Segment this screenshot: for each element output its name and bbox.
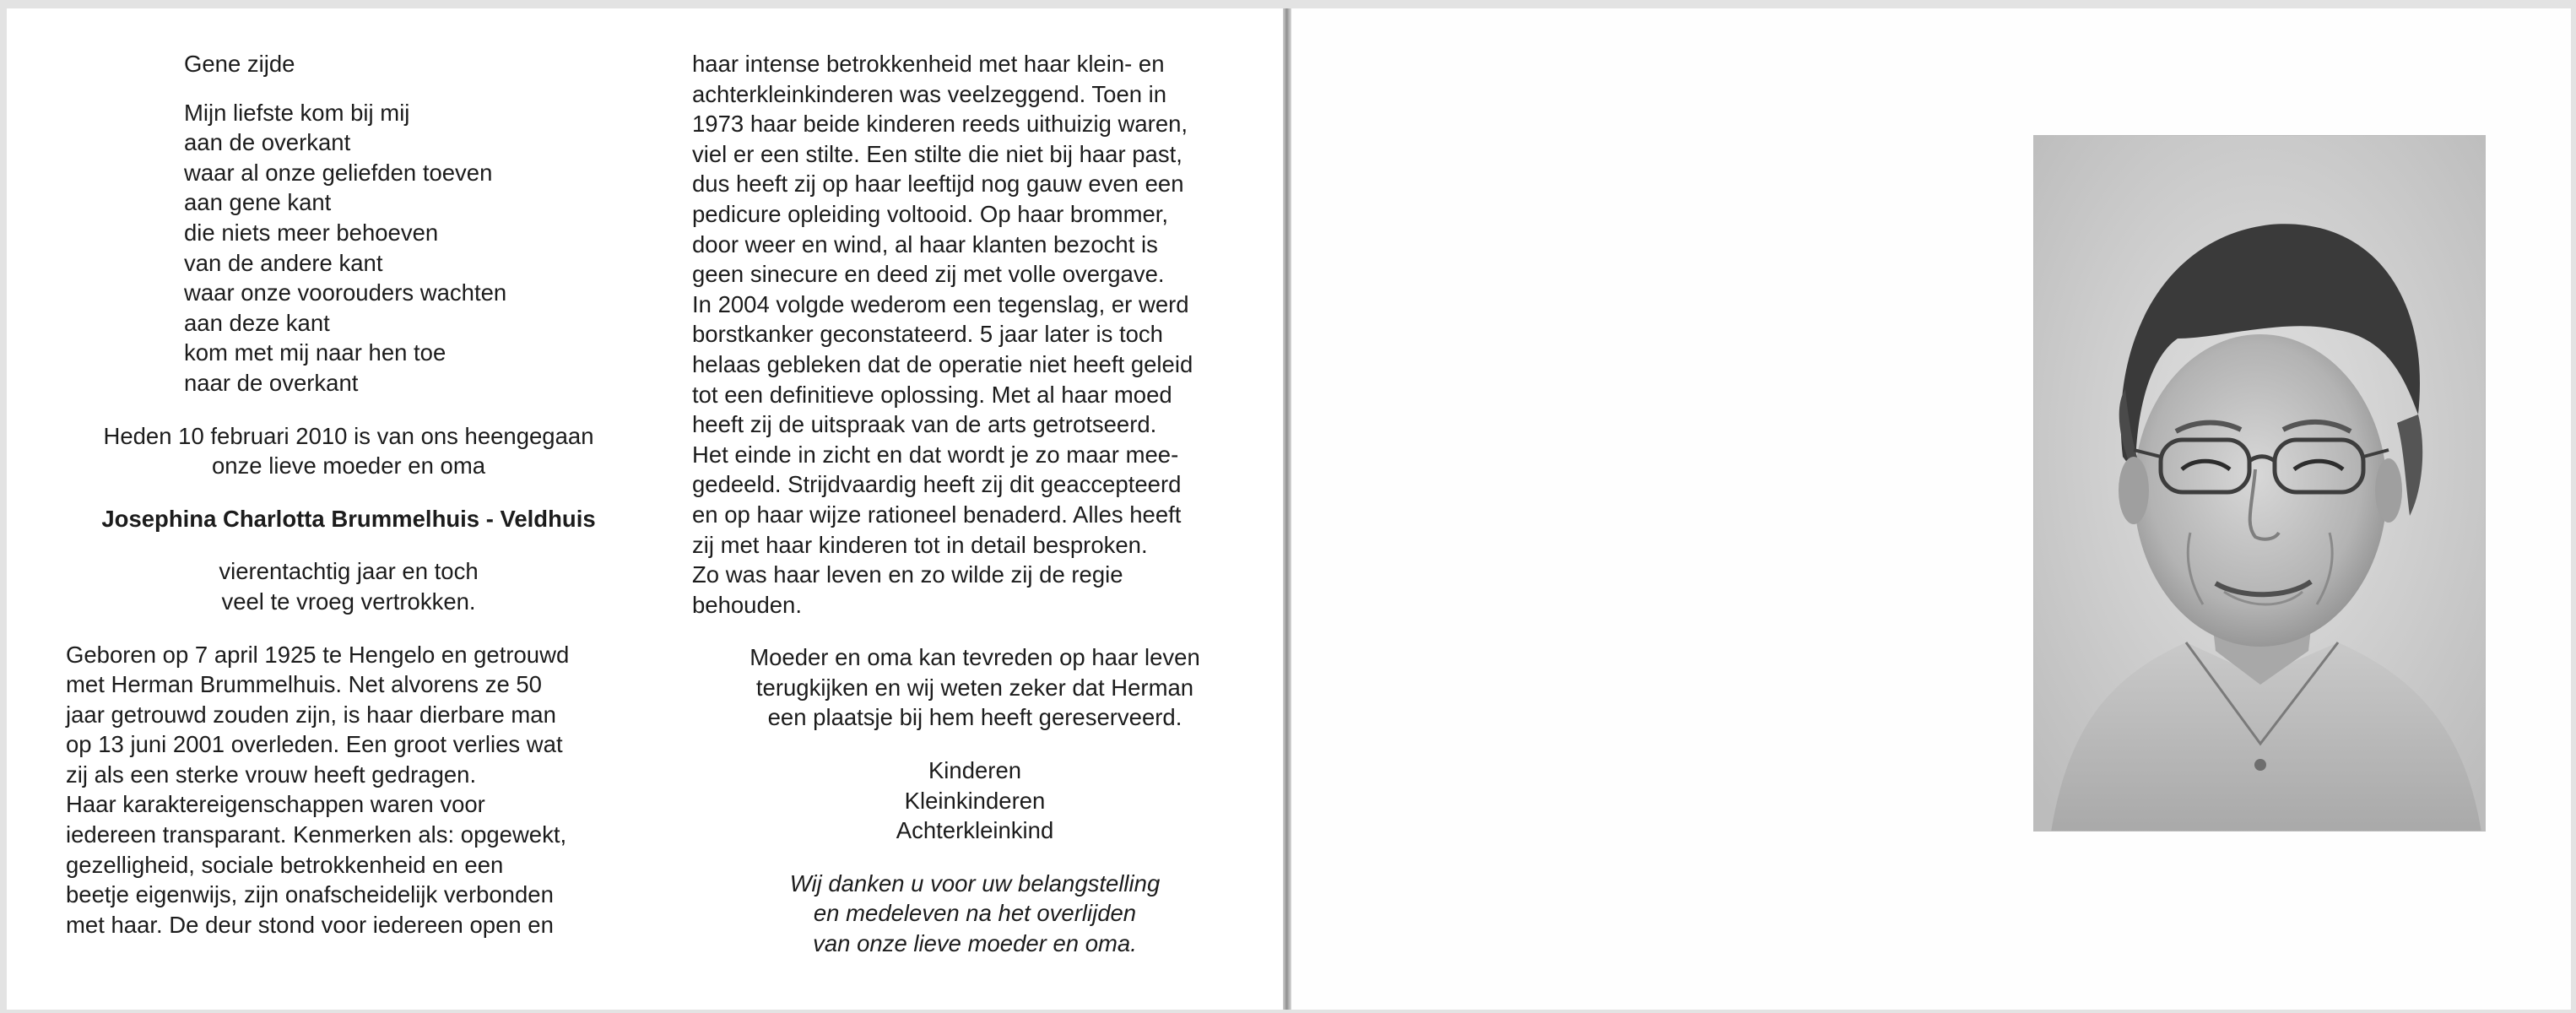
- biography-line: op 13 juni 2001 overleden. Een groot verlies wat: [66, 731, 563, 758]
- age-line: veel te vroeg vertrokken.: [221, 588, 476, 615]
- continuation-line: pedicure opleiding voltooid. Op haar brommer,: [692, 200, 1169, 227]
- column-left: [66, 49, 631, 940]
- biography-line: met haar. De deur stond voor iedereen open en: [66, 911, 554, 938]
- portrait-photo: [2033, 135, 2486, 832]
- biography-line: Haar karaktereigenschappen waren voor: [66, 791, 485, 818]
- signatory: Kleinkinderen: [904, 787, 1046, 814]
- poem-line: waar al onze geliefden toeven: [184, 159, 493, 186]
- poem: [66, 98, 631, 398]
- biography-line: met Herman Brummelhuis. Net alvorens ze 50: [66, 671, 542, 698]
- biography-line: jaar getrouwd zouden zijn, is haar dierbare man: [66, 701, 556, 728]
- continuation-line: viel er een stilte. Een stilte die niet bij haar past,: [692, 140, 1182, 167]
- poem-line: aan gene kant: [184, 189, 332, 216]
- continuation-line: geen sinecure en deed zij met volle overgave.: [692, 261, 1165, 288]
- continuation-line: behouden.: [692, 591, 802, 618]
- continuation-line: en op haar wijze rationeel benaderd. Alles heeft: [692, 501, 1182, 528]
- age-line: vierentachtig jaar en toch: [219, 558, 479, 585]
- poem-line: aan deze kant: [184, 309, 330, 336]
- biography-line: gezelligheid, sociale betrokkenheid en een: [66, 851, 504, 878]
- closing-line: terugkijken en wij weten zeker dat Herman: [755, 674, 1194, 701]
- closing-line: een plaatsje bij hem heeft gereserveerd.: [767, 704, 1182, 731]
- closing-paragraph: [692, 642, 1258, 733]
- signatory: Kinderen: [928, 757, 1022, 784]
- announcement: [66, 421, 631, 481]
- poem-line: die niets meer behoeven: [184, 219, 439, 246]
- continuation-line: Zo was haar leven en zo wilde zij de regie: [692, 561, 1123, 588]
- announcement-line: Heden 10 februari 2010 is van ons heengegaan: [103, 422, 594, 449]
- continuation-line: door weer en wind, al haar klanten bezocht is: [692, 230, 1158, 257]
- continuation-line: borstkanker geconstateerd. 5 jaar later is toch: [692, 321, 1163, 348]
- continuation-line: heeft zij de uitspraak van de arts getrotseerd.: [692, 411, 1157, 438]
- poem-line: naar de overkant: [184, 369, 359, 396]
- continuation-line: dus heeft zij op haar leeftijd nog gauw even een: [692, 171, 1184, 198]
- poem-line: kom met mij naar hen toe: [184, 339, 446, 366]
- continuation-line: achterkleinkinderen was veelzeggend. Toen in: [692, 80, 1167, 107]
- signatories: [692, 756, 1258, 846]
- biography: [66, 640, 631, 940]
- continuation-line: haar intense betrokkenheid met haar klein- en: [692, 51, 1165, 77]
- biography-line: zij als een sterke vrouw heeft gedragen.: [66, 761, 477, 788]
- continuation-line: In 2004 volgde wederom een tegenslag, er werd: [692, 290, 1189, 317]
- biography-line: Geboren op 7 april 1925 te Hengelo en getrouwd: [66, 641, 570, 668]
- thanks-note: [692, 869, 1258, 959]
- signatory: Achterkleinkind: [896, 817, 1054, 844]
- continuation-line: gedeeld. Strijdvaardig heeft zij dit geaccepteerd: [692, 471, 1182, 498]
- thanks-line: van onze lieve moeder en oma.: [813, 930, 1137, 957]
- card-inner-left-panel: [7, 8, 1283, 1010]
- continuation-line: helaas gebleken dat de operatie niet heeft geleid: [692, 350, 1193, 377]
- age-statement: [66, 556, 631, 616]
- biography-line: beetje eigenwijs, zijn onafscheidelijk verbonden: [66, 881, 554, 908]
- poem-line: van de andere kant: [184, 249, 383, 276]
- continuation-line: Het einde in zicht en dat wordt je zo maar mee-: [692, 441, 1179, 468]
- continuation-line: 1973 haar beide kinderen reeds uithuizig waren,: [692, 111, 1188, 138]
- deceased-name: Josephina Charlotta Brummelhuis - Veldhuis: [101, 505, 596, 532]
- poem-title: Gene zijde: [184, 51, 295, 77]
- thanks-line: Wij danken u voor uw belangstelling: [789, 869, 1161, 897]
- biography-continuation: [692, 49, 1258, 620]
- thanks-line: en medeleven na het overlijden: [813, 900, 1137, 927]
- poem-line: Mijn liefste kom bij mij: [184, 99, 410, 126]
- closing-line: Moeder en oma kan tevreden op haar leven: [750, 644, 1200, 671]
- poem-line: aan de overkant: [184, 129, 351, 156]
- biography-line: iedereen transparant. Kenmerken als: opgewekt,: [66, 821, 567, 848]
- column-right: [692, 49, 1258, 959]
- announcement-line: onze lieve moeder en oma: [211, 452, 486, 479]
- card-fold: [1283, 8, 1291, 1010]
- poem-line: waar onze voorouders wachten: [184, 279, 507, 306]
- continuation-line: tot een definitieve oplossing. Met al haar moed: [692, 381, 1172, 408]
- continuation-line: zij met haar kinderen tot in detail besproken.: [692, 531, 1148, 558]
